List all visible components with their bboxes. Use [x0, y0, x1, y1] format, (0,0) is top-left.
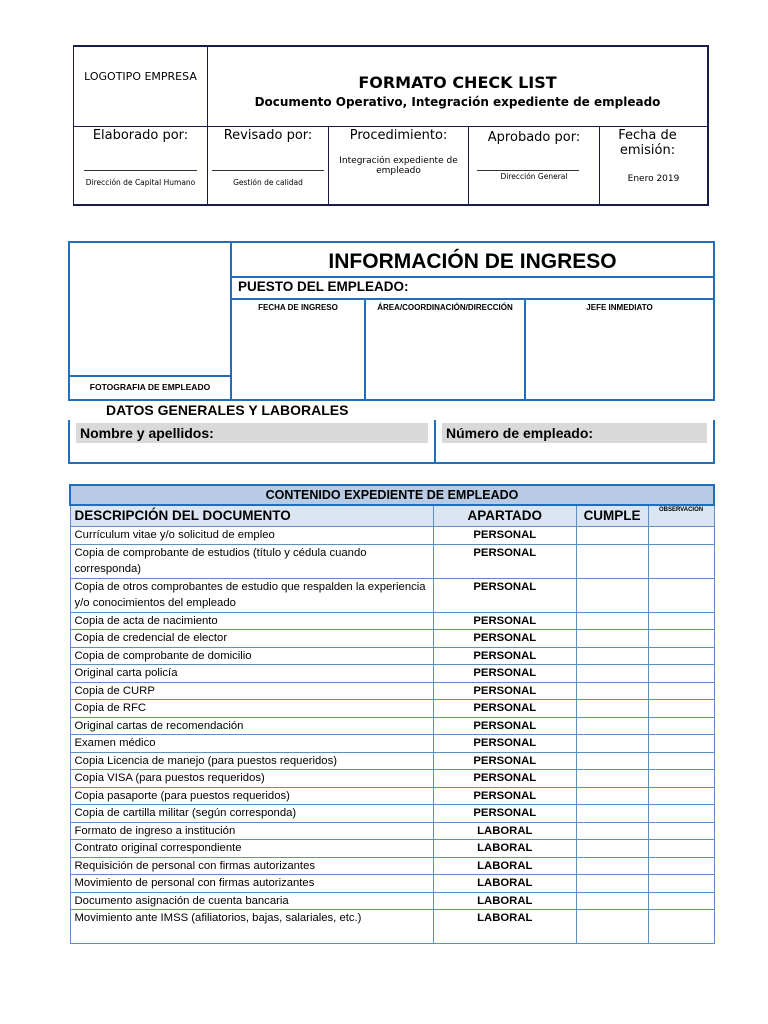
document-description: Copia de otros comprobantes de estudio que respalden la experiencia y/o conocimientos del empleado	[70, 578, 433, 612]
fecha-emision-label: Fecha de emisión:	[618, 128, 677, 158]
document-description: Documento asignación de cuenta bancaria	[70, 892, 433, 910]
table-row	[70, 700, 714, 718]
datos-title: DATOS GENERALES Y LABORALES	[106, 402, 349, 418]
document-description: Copia pasaporte (para puestos requeridos)	[70, 787, 433, 805]
cumple-cell[interactable]	[576, 527, 648, 545]
document-section: LABORAL	[433, 840, 576, 858]
observacion-cell[interactable]	[648, 735, 714, 753]
datos-block	[68, 420, 715, 464]
photo-label: FOTOGRAFIA DE EMPLEADO	[70, 375, 230, 399]
procedimiento-label: Procedimiento:	[349, 128, 448, 143]
col-cumple: CUMPLE	[576, 505, 648, 527]
document-description: Copia de cartilla militar (según corresponda)	[70, 805, 433, 823]
document-section: PERSONAL	[433, 612, 576, 630]
cumple-cell[interactable]	[576, 875, 648, 893]
cumple-cell[interactable]	[576, 630, 648, 648]
table-body	[70, 527, 714, 944]
observacion-cell[interactable]	[648, 892, 714, 910]
cumple-cell[interactable]	[576, 544, 648, 578]
document-section: LABORAL	[433, 857, 576, 875]
document-description: Copia de credencial de elector	[70, 630, 433, 648]
puesto-label: PUESTO DEL EMPLEADO:	[238, 279, 409, 294]
observacion-cell[interactable]	[648, 544, 714, 578]
document-description: Copia Licencia de manejo (para puestos requeridos)	[70, 752, 433, 770]
cumple-cell[interactable]	[576, 805, 648, 823]
document-section: PERSONAL	[433, 665, 576, 683]
elaborado-label: Elaborado por:	[92, 128, 189, 143]
cumple-cell[interactable]	[576, 892, 648, 910]
document-section: PERSONAL	[433, 682, 576, 700]
document-section: PERSONAL	[433, 578, 576, 612]
document-description: Examen médico	[70, 735, 433, 753]
aprobado-cell	[469, 127, 600, 204]
procedimiento-cell	[329, 127, 469, 204]
document-description: Copia de comprobante de estudios (título y cédula cuando corresponda)	[70, 544, 433, 578]
document-description: Copia de CURP	[70, 682, 433, 700]
document-description: Original cartas de recomendación	[70, 717, 433, 735]
document-description: Movimiento ante IMSS (afiliatorios, bajas, salariales, etc.)	[70, 910, 433, 944]
cumple-cell[interactable]	[576, 735, 648, 753]
observacion-cell[interactable]	[648, 787, 714, 805]
observacion-cell[interactable]	[648, 805, 714, 823]
document-section: PERSONAL	[433, 752, 576, 770]
ingreso-columns	[232, 298, 713, 399]
fecha-emision-value: Enero 2019	[627, 174, 680, 184]
document-description: Contrato original correspondiente	[70, 840, 433, 858]
document-description: Copia VISA (para puestos requeridos)	[70, 770, 433, 788]
header-titles	[208, 47, 707, 127]
table-row	[70, 770, 714, 788]
observacion-cell[interactable]	[648, 682, 714, 700]
observacion-cell[interactable]	[648, 770, 714, 788]
company-logo-placeholder: LOGOTIPO EMPRESA	[74, 47, 208, 127]
document-section: PERSONAL	[433, 527, 576, 545]
table-row	[70, 910, 714, 944]
expediente-table	[69, 484, 715, 944]
observacion-cell[interactable]	[648, 875, 714, 893]
table-caption: CONTENIDO EXPEDIENTE DE EMPLEADO	[70, 485, 714, 505]
procedimiento-value: Integración expediente de empleado	[339, 156, 458, 176]
table-row	[70, 787, 714, 805]
cumple-cell[interactable]	[576, 682, 648, 700]
table-row	[70, 840, 714, 858]
table-row	[70, 527, 714, 545]
table-row	[70, 544, 714, 578]
observacion-cell[interactable]	[648, 822, 714, 840]
table-row	[70, 875, 714, 893]
cumple-cell[interactable]	[576, 717, 648, 735]
form-subtitle: Documento Operativo, Integración expediente de empleado	[254, 95, 661, 109]
fecha-emision-cell	[600, 127, 707, 204]
jefe-inmediato-field[interactable]: JEFE INMEDIATO	[586, 303, 653, 312]
document-section: LABORAL	[433, 892, 576, 910]
document-section: LABORAL	[433, 875, 576, 893]
aprobado-label: Aprobado por:	[487, 130, 581, 145]
cumple-cell[interactable]	[576, 822, 648, 840]
table-row	[70, 735, 714, 753]
observacion-cell[interactable]	[648, 840, 714, 858]
observacion-cell[interactable]	[648, 527, 714, 545]
revisado-cell	[208, 127, 329, 204]
table-row	[70, 892, 714, 910]
cumple-cell[interactable]	[576, 752, 648, 770]
table-row	[70, 822, 714, 840]
observacion-cell[interactable]	[648, 647, 714, 665]
document-section: PERSONAL	[433, 735, 576, 753]
revisado-label: Revisado por:	[223, 128, 313, 143]
table-row	[70, 752, 714, 770]
signature-line	[477, 170, 579, 171]
document-section: PERSONAL	[433, 787, 576, 805]
nombre-field[interactable]	[70, 420, 436, 462]
table-header-row	[70, 505, 714, 527]
table-row	[70, 682, 714, 700]
observacion-cell[interactable]	[648, 630, 714, 648]
cumple-cell[interactable]	[576, 647, 648, 665]
table-row	[70, 717, 714, 735]
observacion-cell[interactable]	[648, 665, 714, 683]
document-description: Original carta policía	[70, 665, 433, 683]
area-field[interactable]: ÁREA/COORDINACIÓN/DIRECCIÓN	[366, 300, 526, 399]
numero-label: Número de empleado:	[442, 423, 707, 443]
col-descripcion: DESCRIPCIÓN DEL DOCUMENTO	[70, 505, 433, 527]
fecha-ingreso-field[interactable]: FECHA DE INGRESO	[232, 300, 366, 399]
document-section: PERSONAL	[433, 770, 576, 788]
table-row	[70, 578, 714, 612]
document-section: LABORAL	[433, 822, 576, 840]
table-row	[70, 665, 714, 683]
cumple-cell[interactable]	[576, 840, 648, 858]
numero-field[interactable]	[436, 420, 713, 462]
cumple-cell[interactable]	[576, 770, 648, 788]
document-description: Requisición de personal con firmas autorizantes	[70, 857, 433, 875]
revisado-value: Gestión de calidad	[233, 178, 303, 187]
observacion-cell[interactable]	[648, 752, 714, 770]
cumple-cell[interactable]	[576, 787, 648, 805]
document-section: PERSONAL	[433, 630, 576, 648]
elaborado-cell	[74, 127, 208, 204]
table-row	[70, 630, 714, 648]
nombre-label: Nombre y apellidos:	[76, 423, 428, 443]
cumple-cell[interactable]	[576, 857, 648, 875]
document-section: PERSONAL	[433, 544, 576, 578]
document-description: Formato de ingreso a institución	[70, 822, 433, 840]
observacion-cell[interactable]	[648, 578, 714, 612]
cumple-cell[interactable]	[576, 665, 648, 683]
observacion-cell[interactable]	[648, 700, 714, 718]
col-apartado: APARTADO	[433, 505, 576, 527]
observacion-cell[interactable]	[648, 612, 714, 630]
aprobado-value: Dirección General	[500, 172, 568, 181]
document-section: PERSONAL	[433, 717, 576, 735]
observacion-cell[interactable]	[648, 857, 714, 875]
cumple-cell[interactable]	[576, 578, 648, 612]
signature-line	[212, 170, 324, 171]
cumple-cell[interactable]	[576, 700, 648, 718]
cumple-cell[interactable]	[576, 910, 648, 944]
signature-line	[84, 170, 197, 171]
table-row	[70, 647, 714, 665]
document-section: LABORAL	[433, 910, 576, 944]
observacion-cell[interactable]	[648, 910, 714, 944]
form-title: FORMATO CHECK LIST	[358, 73, 557, 92]
table-row	[70, 857, 714, 875]
col-observacion: OBSERVACIÓN	[648, 505, 714, 527]
document-description: Copia de RFC	[70, 700, 433, 718]
document-section: PERSONAL	[433, 647, 576, 665]
document-description: Copia de acta de nacimiento	[70, 612, 433, 630]
approval-row	[74, 126, 707, 204]
info-title: INFORMACIÓN DE INGRESO	[232, 243, 713, 278]
document-section: PERSONAL	[433, 805, 576, 823]
document-description: Movimiento de personal con firmas autorizantes	[70, 875, 433, 893]
ingreso-info-block	[68, 241, 715, 401]
elaborado-value: Dirección de Capital Humano	[85, 178, 196, 187]
document-description: Currículum vitae y/o solicitud de empleo	[70, 527, 433, 545]
observacion-cell[interactable]	[648, 717, 714, 735]
cumple-cell[interactable]	[576, 612, 648, 630]
document-section: PERSONAL	[433, 700, 576, 718]
document-description: Copia de comprobante de domicilio	[70, 647, 433, 665]
document-header	[73, 45, 709, 206]
employee-photo-box[interactable]	[70, 243, 232, 399]
table-row	[70, 805, 714, 823]
table-row	[70, 612, 714, 630]
